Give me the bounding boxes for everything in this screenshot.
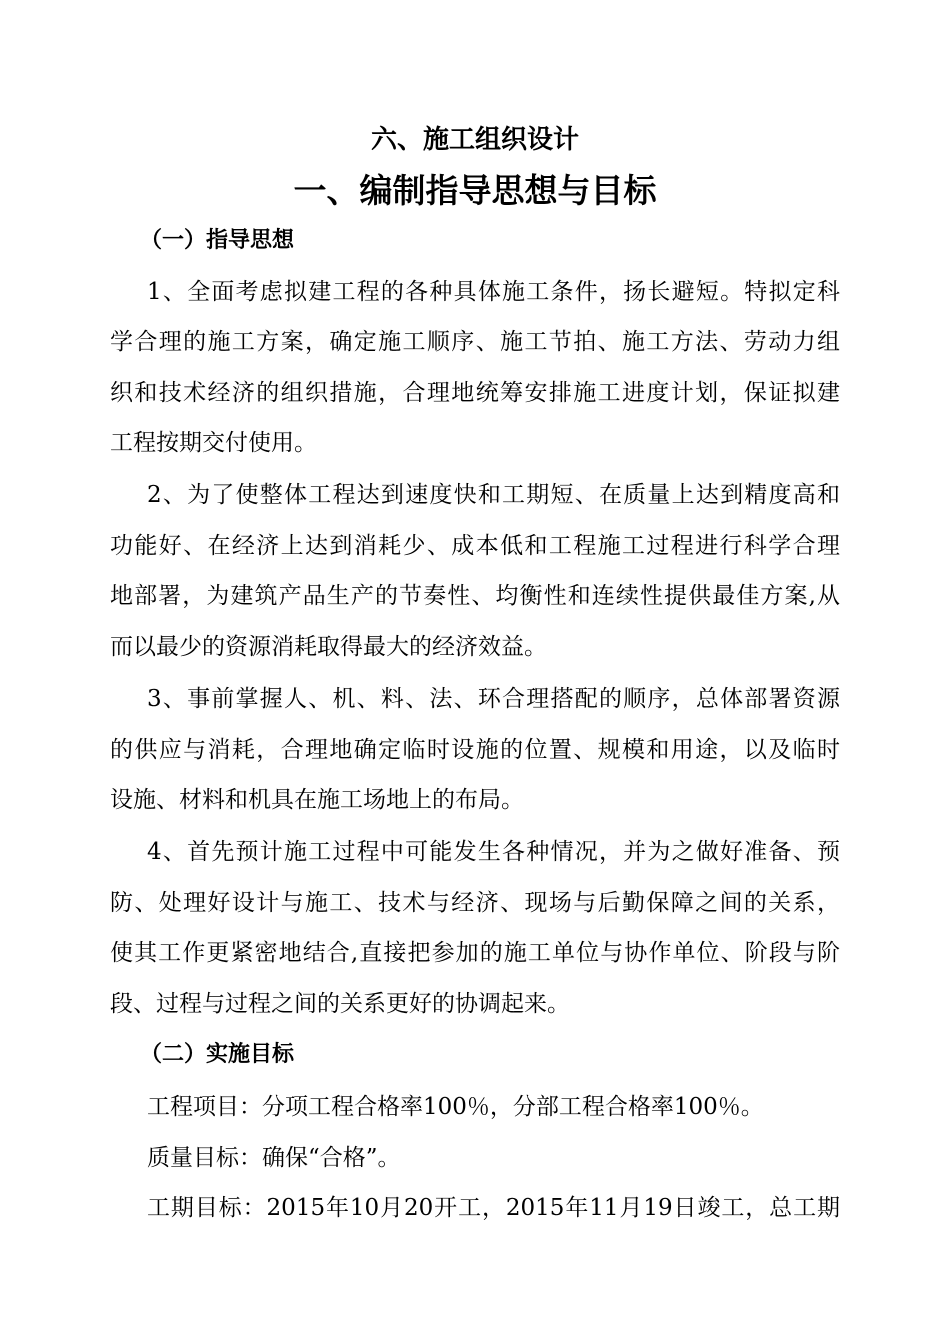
schedule-goal-line: 工期目标：2015年10月20开工，2015年11月19日竣工，总工期 bbox=[147, 1195, 840, 1221]
paragraph-3-line-2: 的供应与消耗，合理地确定临时设施的位置、规模和用途，以及临时 bbox=[110, 737, 840, 763]
paragraph-4-line-2: 防、处理好设计与施工、技术与经济、现场与后勤保障之间的关系， bbox=[110, 890, 840, 916]
quality-goal-line: 质量目标：确保“合格”。 bbox=[147, 1145, 401, 1171]
project-goal-line: 工程项目：分项工程合格率100％，分部工程合格率100％。 bbox=[147, 1094, 764, 1120]
paragraph-4-line-1: 4、首先预计施工过程中可能发生各种情况，并为之做好准备、预 bbox=[147, 839, 840, 865]
paragraph-2-line-1: 2、为了使整体工程达到速度快和工期短、在质量上达到精度高和 bbox=[147, 482, 840, 508]
paragraph-1-line-3: 织和技术经济的组织措施，合理地统筹安排施工进度计划，保证拟建 bbox=[110, 380, 840, 406]
paragraph-1-line-4: 工程按期交付使用。 bbox=[110, 430, 317, 456]
section-title: 一、编制指导思想与目标 bbox=[293, 171, 657, 210]
paragraph-1-line-1: 1、全面考虑拟建工程的各种具体施工条件，扬长避短。特拟定科 bbox=[147, 279, 840, 305]
paragraph-4-line-4: 段、过程与过程之间的关系更好的协调起来。 bbox=[110, 991, 570, 1017]
subheading-guiding-thoughts: （一）指导思想 bbox=[140, 228, 295, 253]
paragraph-3-line-1: 3、事前掌握人、机、料、法、环合理搭配的顺序，总体部署资源 bbox=[147, 686, 840, 712]
paragraph-2-line-2: 功能好、在经济上达到消耗少、成本低和工程施工过程进行科学合理 bbox=[110, 533, 840, 559]
paragraph-2-line-3: 地部署，为建筑产品生产的节奏性、均衡性和连续性提供最佳方案,从 bbox=[110, 583, 840, 609]
paragraph-3-line-3: 设施、材料和机具在施工场地上的布局。 bbox=[110, 787, 524, 813]
paragraph-1-line-2: 学合理的施工方案，确定施工顺序、施工节拍、施工方法、劳动力组 bbox=[110, 329, 840, 355]
paragraph-4-line-3: 使其工作更紧密地结合,直接把参加的施工单位与协作单位、阶段与阶 bbox=[110, 940, 840, 966]
chapter-title: 六、施工组织设计 bbox=[370, 125, 579, 155]
subheading-implementation-goals: （二）实施目标 bbox=[140, 1042, 295, 1067]
paragraph-2-line-4: 而以最少的资源消耗取得最大的经济效益。 bbox=[110, 634, 547, 660]
